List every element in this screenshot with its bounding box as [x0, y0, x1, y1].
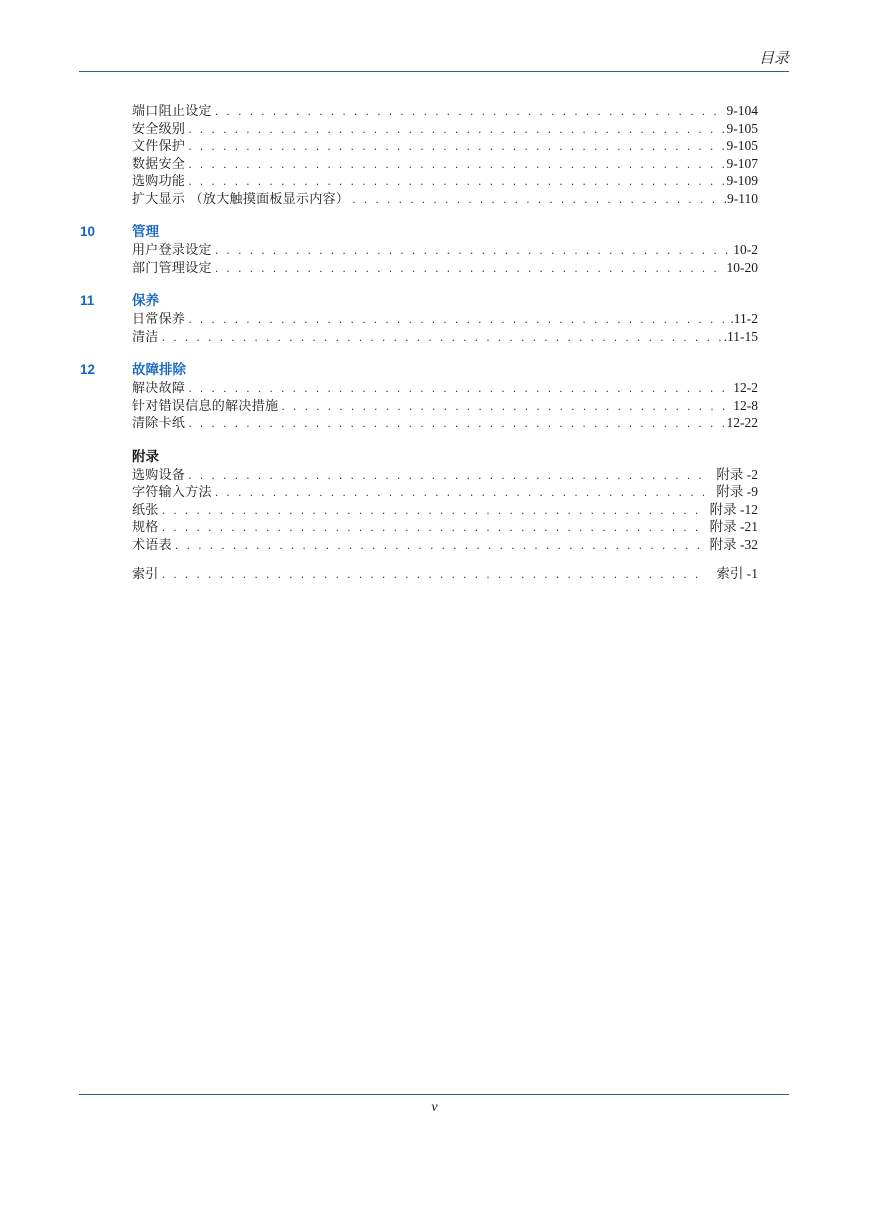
toc-entry[interactable]	[132, 137, 758, 155]
toc-chapter-11	[0, 292, 869, 345]
dot-leader	[188, 156, 723, 174]
toc-entry-label: 字符输入方法	[132, 485, 212, 500]
toc-entry-page: 9-105	[726, 120, 758, 136]
toc-appendix	[0, 448, 869, 554]
toc-entry-label: 用户登录设定	[132, 243, 212, 258]
toc-entry-label: 清洁	[132, 329, 159, 345]
toc-entry-page: 9-107	[726, 155, 758, 171]
dot-leader	[188, 311, 727, 329]
toc-entry-label: 纸张	[132, 502, 159, 518]
toc-entry[interactable]	[132, 518, 758, 536]
footer-rule	[79, 1094, 789, 1095]
toc-entry-page: .11-2	[730, 311, 758, 326]
toc-entry[interactable]	[132, 259, 758, 277]
toc-entry[interactable]	[132, 241, 758, 259]
toc-entry[interactable]	[132, 379, 758, 397]
toc-entry-label: 数据安全	[132, 156, 186, 172]
toc-entry-page: 10-20	[726, 259, 758, 275]
toc-entry-page: 9-105	[726, 138, 758, 153]
dot-leader	[188, 380, 730, 398]
toc-entry-label: 选购设备	[132, 467, 186, 483]
dot-leader	[215, 103, 724, 121]
toc-entry[interactable]	[132, 414, 758, 432]
toc-entry-page: 索引 -1	[716, 566, 758, 581]
toc-entry-page: 附录 -21	[709, 519, 758, 534]
toc-entry-label: 规格	[132, 520, 159, 535]
dot-leader	[162, 329, 721, 347]
toc-entry[interactable]	[132, 501, 758, 519]
chapter-number: 10	[80, 224, 96, 239]
page-number: v	[431, 1100, 438, 1115]
chapter-heading[interactable]	[0, 292, 869, 310]
dot-leader	[281, 398, 730, 416]
dot-leader	[215, 260, 724, 278]
toc-entry-label: 扩大显示 （放大触摸面板显示内容）	[132, 191, 350, 207]
toc-chapter-12	[0, 361, 869, 432]
toc-entry[interactable]	[132, 466, 758, 484]
toc-entry-index[interactable]	[132, 565, 758, 583]
chapter-title: 保养	[132, 293, 159, 309]
toc-section-continued	[0, 102, 869, 207]
toc-entry-page: 附录 -12	[709, 501, 758, 517]
toc-content	[0, 102, 869, 583]
toc-entry-page: 9-104	[726, 103, 758, 118]
toc-entry-label: 术语表	[132, 537, 172, 553]
toc-entry-label: 选购功能	[132, 174, 186, 189]
toc-entry-label: 日常保养	[132, 312, 186, 327]
toc-entry[interactable]	[132, 102, 758, 120]
dot-leader	[215, 484, 707, 502]
chapter-number: 12	[80, 362, 96, 377]
dot-leader	[188, 467, 706, 485]
chapter-title: 管理	[132, 224, 159, 240]
dot-leader	[162, 519, 700, 537]
toc-entry-page: 附录 -32	[709, 536, 758, 552]
chapter-title: 故障排除	[132, 362, 186, 378]
toc-entry-label: 部门管理设定	[132, 260, 212, 276]
dot-leader	[352, 191, 720, 209]
toc-entry[interactable]	[132, 397, 758, 415]
dot-leader	[215, 242, 730, 260]
toc-entry[interactable]	[132, 120, 758, 138]
toc-index	[0, 565, 869, 583]
toc-entry[interactable]	[132, 536, 758, 554]
toc-entry-page: .11-15	[723, 328, 758, 344]
toc-entry-label: 清除卡纸	[132, 416, 186, 431]
chapter-heading[interactable]	[0, 223, 869, 241]
chapter-heading[interactable]	[0, 361, 869, 379]
dot-leader	[162, 502, 700, 520]
toc-entry-page: 12-2	[733, 380, 758, 395]
toc-entry-label: 解决故障	[132, 381, 186, 396]
toc-entry-label: 安全级别	[132, 121, 186, 137]
toc-entry[interactable]	[132, 172, 758, 190]
toc-entry[interactable]	[132, 190, 758, 208]
toc-entry-page: 12-22	[726, 415, 758, 430]
toc-entry-label: 索引	[132, 567, 159, 582]
dot-leader	[162, 566, 707, 584]
dot-leader	[188, 173, 723, 191]
dot-leader	[175, 537, 700, 555]
toc-entry-page: 附录 -9	[716, 484, 758, 499]
page-header-title: 目录	[758, 51, 789, 67]
toc-entry-page: 12-8	[733, 397, 758, 413]
dot-leader	[188, 415, 723, 433]
dot-leader	[188, 138, 723, 156]
toc-entry[interactable]	[132, 483, 758, 501]
appendix-heading[interactable]	[0, 448, 869, 466]
toc-entry-page: 10-2	[733, 242, 758, 257]
toc-entry-label: 端口阻止设定	[132, 104, 212, 119]
toc-entry-label: 针对错误信息的解决措施	[132, 398, 279, 414]
toc-entry-page: 附录 -2	[716, 466, 758, 482]
chapter-number: 11	[80, 293, 95, 308]
toc-chapter-10	[0, 223, 869, 276]
toc-entry-label: 文件保护	[132, 139, 186, 154]
toc-entry[interactable]	[132, 155, 758, 173]
toc-entry[interactable]	[132, 328, 758, 346]
toc-entry[interactable]	[132, 310, 758, 328]
appendix-title: 附录	[132, 448, 159, 465]
toc-entry-page: 9-109	[726, 173, 758, 188]
header-rule	[79, 71, 789, 72]
dot-leader	[188, 121, 723, 139]
toc-entry-page: .9-110	[723, 190, 758, 206]
